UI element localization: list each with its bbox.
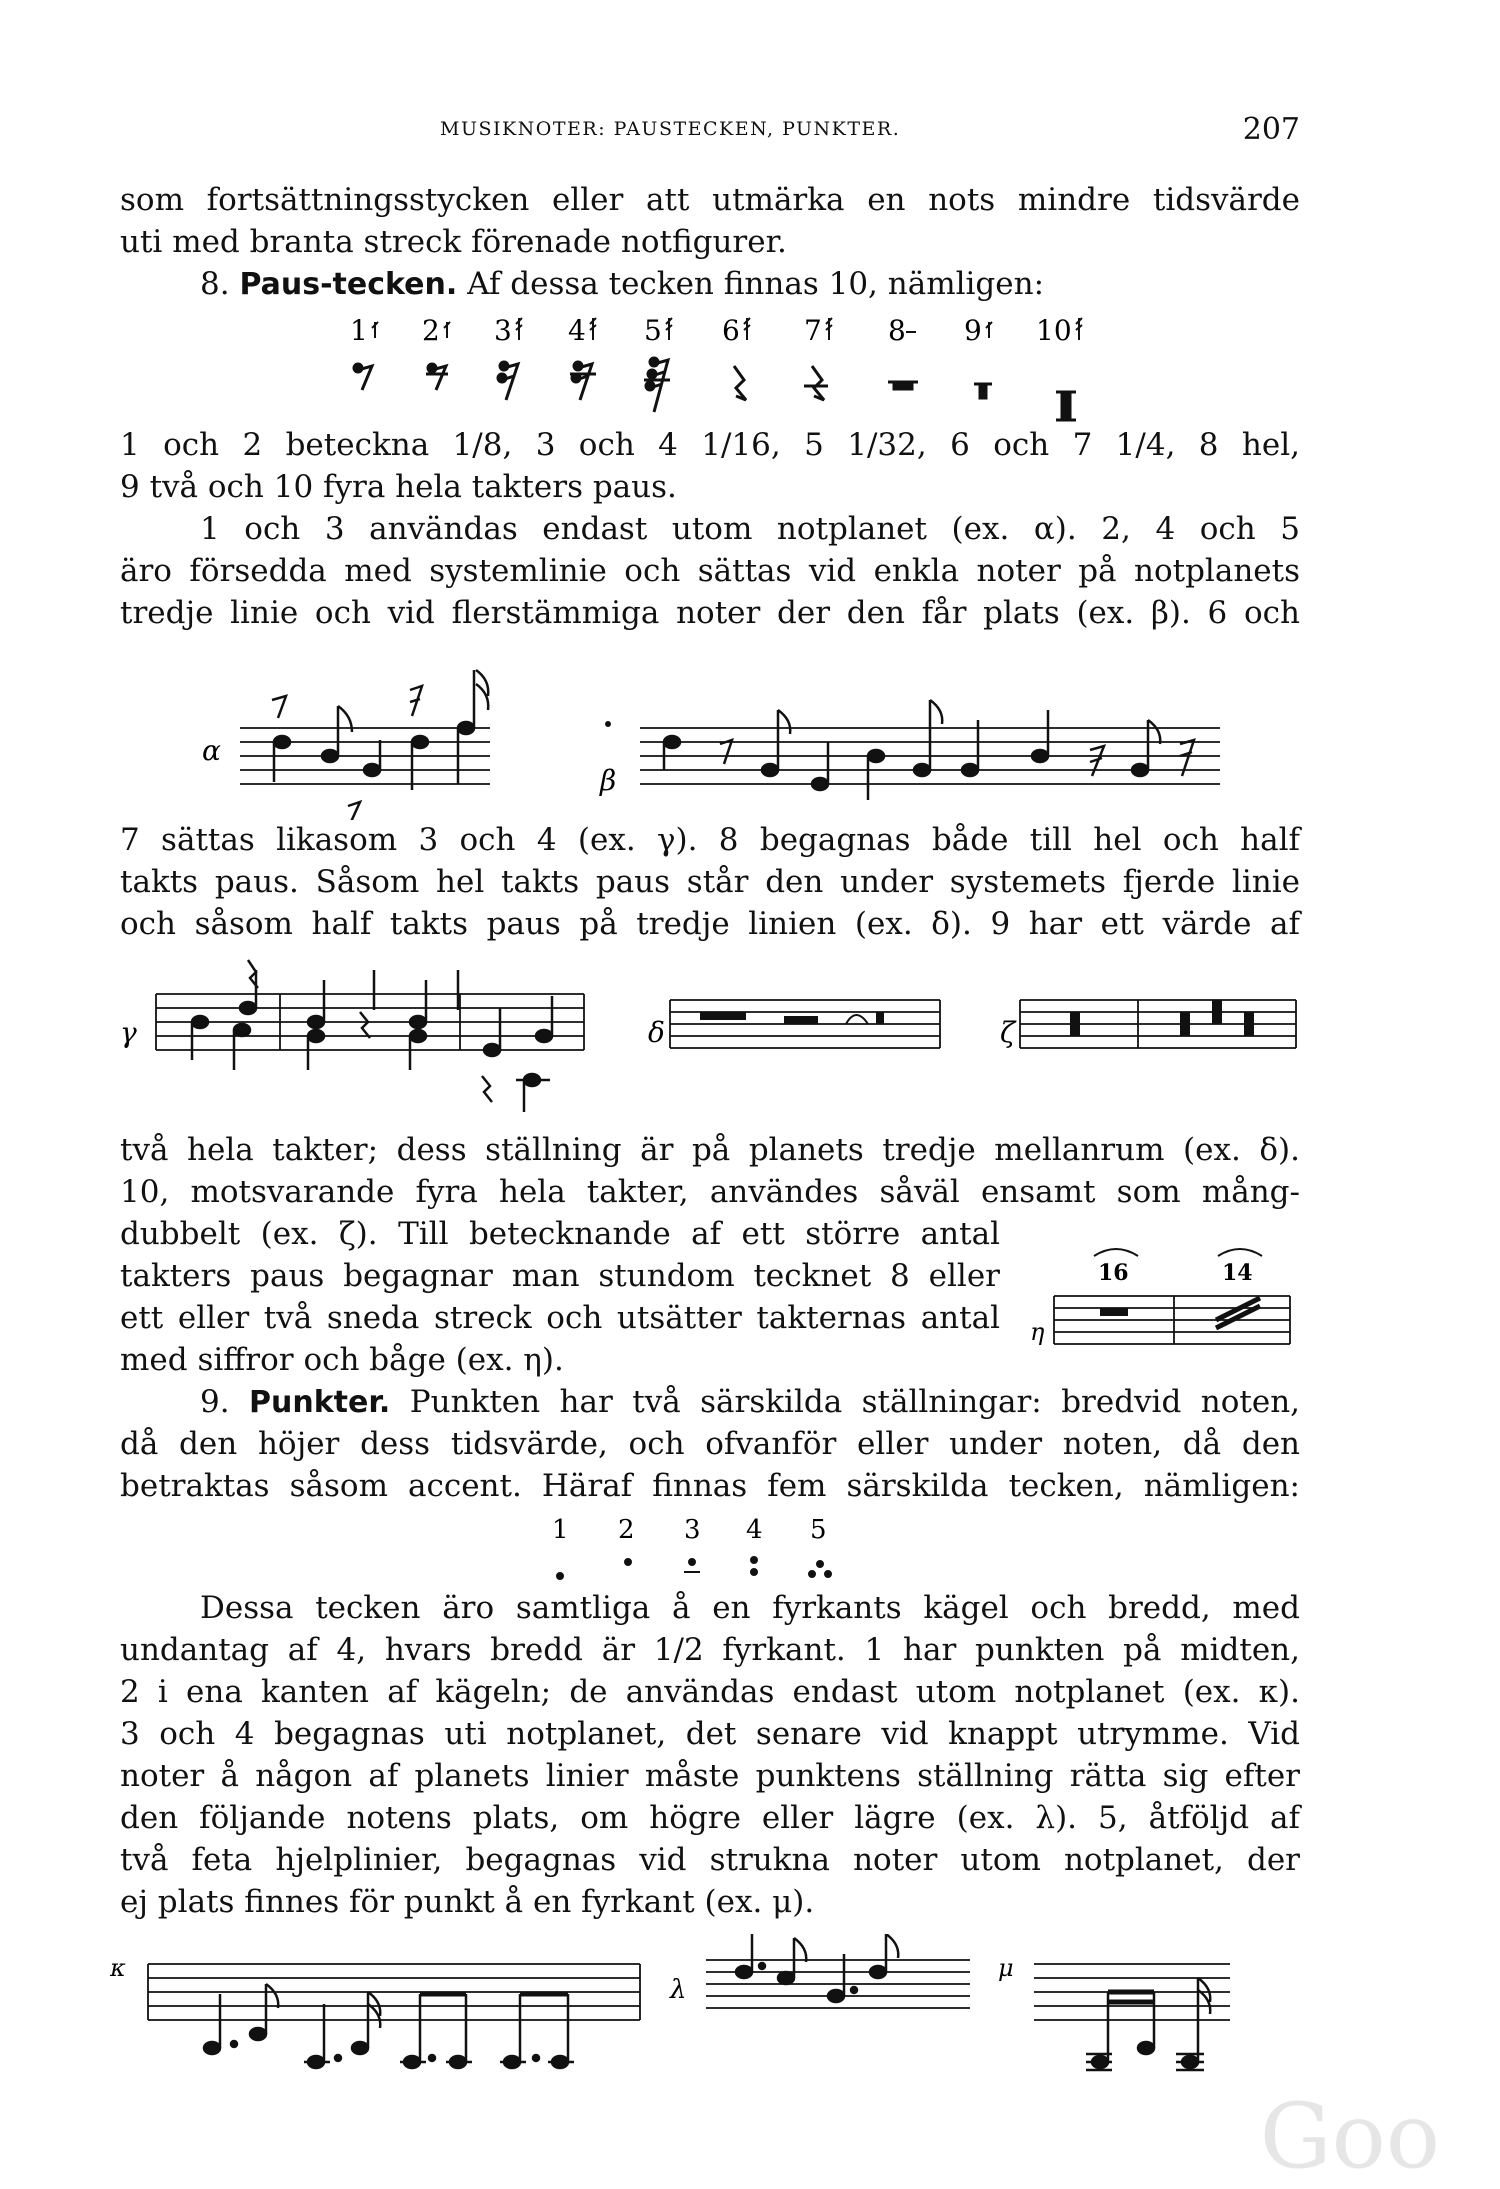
section-intro: Af dessa tecken finnas 10, nämligen:	[467, 266, 1045, 302]
rests-zeta	[1070, 1000, 1254, 1036]
eta-count: 14	[1222, 1260, 1253, 1286]
rest-number: 4	[568, 314, 586, 347]
rest-mini-glyph	[826, 318, 832, 340]
section-intro: Punkten har två särskilda ställningar: bredvid noten,	[409, 1384, 1301, 1420]
dot-signs-svg	[540, 1510, 860, 1600]
rest-mini-glyph	[986, 322, 992, 338]
text-line: takts paus. Såsom hel takts paus står den under systemets fjerde linie	[120, 864, 1300, 900]
text-line: då den höjer dess tidsvärde, och ofvanför eller under noten, då den	[120, 1426, 1300, 1462]
dot-number: 1	[552, 1515, 569, 1545]
text-line: takters paus begagnar man stundom tecknet 8 eller	[120, 1258, 1000, 1294]
four-measure-rest-icon	[1056, 392, 1076, 420]
rest-mini-glyph	[1076, 318, 1082, 340]
text-line: 10, motsvarande fyra hela takter, användes såväl ensamt som mång-	[120, 1174, 1300, 1210]
dot-number: 3	[684, 1515, 701, 1545]
example-label-beta: β	[600, 764, 617, 797]
text-line: 2 i ena kanten af kägeln; de användas endast utom notplanet (ex. κ).	[120, 1674, 1300, 1710]
text-line: undantag af 4, hvars bredd är 1/2 fyrkant. 1 har punkten på midten,	[120, 1632, 1300, 1668]
running-head: MUSIKNOTER: PAUSTECKEN, PUNKTER.	[440, 118, 901, 140]
text-line: 3 och 4 begagnas uti notplanet, det senare vid knappt utrymme. Vid	[120, 1716, 1300, 1752]
example-alpha-beta	[160, 640, 1260, 820]
rest-numbers-row	[350, 310, 1110, 350]
section-title: Paus-tecken.	[239, 267, 458, 302]
dot-sign-icon	[557, 1573, 563, 1579]
dot-signs-row	[540, 1510, 860, 1600]
section-number: 8.	[200, 266, 230, 302]
rest-numbers-svg	[350, 310, 1110, 350]
text-line: ej plats finnes för punkt å en fyrkant (ex. μ).	[120, 1884, 815, 1920]
rest-mini-glyph	[744, 318, 750, 340]
text-line: ett eller två sneda streck och utsätter takternas antal	[120, 1300, 1000, 1336]
dot-sign-icon	[809, 1561, 831, 1577]
rest-number: 8	[888, 314, 906, 347]
sixteenth-rest-line-icon	[570, 362, 596, 400]
text-line: två hela takter; dess ställning är på planets tredje mellanrum (ex. δ).	[120, 1132, 1300, 1168]
example-label-eta: η	[1030, 1318, 1045, 1346]
text-line: den följande notens plats, om högre eller lägre (ex. λ). 5, åtföljd af	[120, 1800, 1300, 1836]
staff-gamma	[156, 994, 584, 1050]
music-example-svg	[160, 640, 1260, 820]
text-line: 1 och 3 användas endast utom notplanet (ex. α). 2, 4 och 5	[200, 511, 1300, 547]
rest-mini-glyph	[516, 318, 522, 340]
quarter-rest-line-icon	[804, 366, 828, 400]
rest-number: 7	[804, 314, 822, 347]
rest-mini-glyph	[372, 322, 378, 338]
section-number: 9.	[200, 1384, 230, 1420]
example-label-lambda: λ	[670, 1975, 687, 2005]
rest-symbols-row	[350, 352, 1110, 422]
music-example-svg	[1030, 1236, 1300, 1366]
text-line: och såsom half takts paus på tredje linien (ex. δ). 9 har ett värde af	[120, 906, 1300, 942]
thirtysecond-rest-icon	[644, 358, 670, 412]
text-line: dubbelt (ex. ζ). Till betecknande af ett större antal	[120, 1216, 1000, 1252]
notes-beta	[664, 700, 1194, 800]
text-line: två feta hjelplinier, begagnas vid strukna noter utom notplanet, der	[120, 1842, 1300, 1878]
sixteenth-rest-icon	[498, 362, 518, 400]
text-line: betraktas såsom accent. Häraf finnas fem särskilda tecken, nämligen:	[120, 1468, 1300, 1504]
watermark: Goo	[1259, 2084, 1440, 2189]
text-line: med siffror och båge (ex. η).	[120, 1342, 564, 1378]
eighth-rest-icon	[354, 364, 372, 390]
text-line: Dessa tecken äro samtliga å en fyrkants kägel och bredd, med	[200, 1590, 1300, 1626]
example-eta	[1030, 1236, 1300, 1366]
text-line: som fortsättningsstycken eller att utmärka en nots mindre tidsvärde	[120, 182, 1300, 218]
eighth-rest-line-icon	[426, 364, 448, 390]
example-label-zeta: ζ	[1000, 1016, 1016, 1049]
rest-number: 9	[964, 314, 982, 347]
music-example-svg	[110, 1934, 1300, 2094]
music-example-svg	[120, 950, 1300, 1120]
rest-symbols-svg	[350, 352, 1110, 422]
example-kappa-lambda-mu	[110, 1934, 1300, 2094]
rest-number: 2	[422, 314, 440, 347]
example-gamma-delta-zeta	[120, 950, 1300, 1120]
example-label-mu: μ	[998, 1954, 1014, 1982]
section-title: Punkter.	[249, 1385, 391, 1420]
text-line: 7 sättas likasom 3 och 4 (ex. γ). 8 begagnas både till hel och half	[120, 822, 1300, 858]
section-9-heading	[200, 1382, 1300, 1423]
example-label-delta: δ	[648, 1016, 665, 1049]
rest-mini-glyph	[666, 318, 672, 340]
page-header	[120, 112, 1300, 152]
notes-lambda	[736, 1934, 898, 2002]
quarter-rest-icon	[734, 366, 746, 400]
notes-alpha	[272, 670, 488, 820]
rest-number: 5	[644, 314, 662, 347]
example-label-gamma: γ	[120, 1016, 137, 1049]
rest-mini-glyph	[590, 318, 596, 340]
example-label-alpha: α	[202, 734, 221, 767]
rest-number: 10	[1036, 314, 1072, 347]
dot-number: 5	[810, 1515, 827, 1545]
page-number: 207	[1242, 112, 1300, 147]
rest-number: 6	[722, 314, 740, 347]
text-line: tredje linie och vid flerstämmiga noter der den får plats (ex. β). 6 och	[120, 595, 1300, 631]
staff-zeta	[1020, 1000, 1296, 1048]
dot-sign-icon	[625, 1559, 631, 1565]
text-line: 1 och 2 beteckna 1/8, 3 och 4 1/16, 5 1/32, 6 och 7 1/4, 8 hel,	[120, 427, 1300, 463]
dot-sign-icon	[684, 1559, 700, 1572]
rest-number: 3	[494, 314, 512, 347]
double-whole-rest-icon	[974, 384, 992, 398]
rests-delta	[700, 1012, 884, 1024]
text-line: äro försedda med systemlinie och sättas vid enkla noter på notplanets	[120, 553, 1300, 589]
section-8-heading	[200, 264, 1300, 305]
eta-count: 16	[1098, 1260, 1129, 1286]
notes-kappa	[204, 1984, 574, 2068]
rest-mini-glyph	[444, 322, 450, 338]
text-line: 9 två och 10 fyra hela takters paus.	[120, 469, 677, 505]
text-line: noter å någon af planets linier måste punktens ställning rätta sig efter	[120, 1758, 1300, 1794]
whole-rest-icon	[888, 382, 918, 389]
example-label-kappa: κ	[110, 1954, 126, 1982]
text-line: uti med branta streck förenade notfigurer.	[120, 224, 787, 260]
dot-number: 2	[618, 1515, 635, 1545]
dot-sign-icon	[751, 1557, 757, 1575]
dot-number: 4	[746, 1515, 763, 1545]
rest-number: 1	[350, 314, 368, 347]
